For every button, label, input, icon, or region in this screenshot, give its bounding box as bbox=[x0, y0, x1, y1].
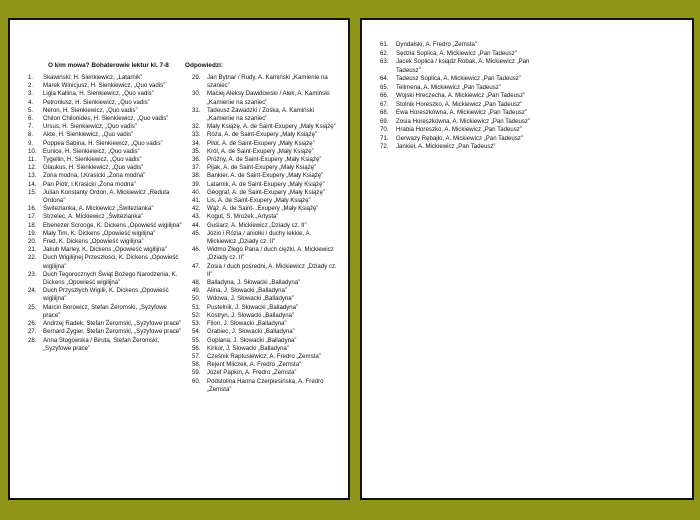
item-text: Strzelec, A. Mickiewicz „Świtezianka” bbox=[43, 213, 143, 221]
item-number: 28. bbox=[28, 336, 37, 344]
item-number: 10. bbox=[28, 147, 37, 155]
item-text: Bernard Zygier, Stefan Żeromski, „Syzyfowe prace” bbox=[43, 328, 182, 336]
document-page-left bbox=[8, 18, 350, 500]
item-text: Mały Tim, K. Dickens „Opowieść wigilijna” bbox=[43, 229, 156, 237]
list-item bbox=[28, 82, 182, 90]
list-item bbox=[192, 140, 342, 148]
list-item bbox=[192, 172, 342, 180]
item-number: 26. bbox=[28, 320, 37, 328]
list-item bbox=[28, 254, 182, 270]
list-item bbox=[28, 230, 182, 238]
list-item bbox=[28, 90, 182, 98]
item-text: Gerwazy Rębajło, A. Mickiewicz „Pan Tadeusz” bbox=[396, 134, 523, 142]
item-text: Julian Konstanty Ordon, A. Mickiewicz „Reduta Ordona” bbox=[43, 188, 170, 205]
item-text: Ursus, H. Sienkiewicz, „Quo vadis” bbox=[43, 123, 137, 131]
answers-label: Odpowiedzi: bbox=[185, 62, 223, 69]
item-text: Stolnik Horeszko, A. Mickiewicz „Pan Tadeusz” bbox=[396, 100, 523, 108]
item-text: Tadeusz Soplica, A. Mickiewicz „Pan Tadeusz” bbox=[396, 75, 521, 82]
item-number: 69. bbox=[380, 117, 389, 125]
item-number: 12. bbox=[28, 164, 37, 172]
list-item bbox=[380, 109, 550, 118]
list-item bbox=[192, 131, 342, 139]
item-number: 25. bbox=[28, 303, 37, 311]
item-number: 34. bbox=[192, 139, 201, 147]
item-number: 70. bbox=[380, 126, 389, 133]
list-item bbox=[28, 189, 182, 205]
item-number: 57. bbox=[192, 352, 201, 360]
item-number: 1. bbox=[28, 74, 34, 81]
document-page-right bbox=[360, 18, 694, 500]
list-item bbox=[192, 74, 342, 90]
list-item bbox=[192, 90, 342, 106]
item-text: Geograf, A. de Saint-Exupery „Mały Książę” bbox=[207, 188, 325, 196]
list-item bbox=[28, 246, 182, 254]
list-item bbox=[380, 92, 550, 101]
item-number: 21. bbox=[28, 246, 37, 254]
item-number: 38. bbox=[192, 172, 201, 180]
item-text: Fred, K. Dickens „Opowieść wigilijna” bbox=[43, 238, 144, 246]
list-item bbox=[380, 143, 550, 152]
item-text: Róża, A. de Saint-Exupery „Mały Książę” bbox=[207, 131, 318, 139]
list-item bbox=[28, 156, 182, 164]
item-number: 16. bbox=[28, 205, 37, 213]
list-item bbox=[380, 135, 550, 144]
item-number: 72. bbox=[380, 143, 389, 150]
item-number: 18. bbox=[28, 221, 37, 229]
list-item bbox=[192, 181, 342, 189]
list-item bbox=[192, 345, 342, 353]
list-item bbox=[192, 337, 342, 345]
list-item bbox=[192, 230, 342, 246]
item-text: Telimena, A. Mickiewicz „Pan Tadeusz” bbox=[396, 83, 501, 91]
list-item bbox=[28, 287, 182, 303]
item-text: Marcin Borowicz, Stefan Żeromski, „Syzyfowe prace” bbox=[43, 303, 167, 319]
item-number: 6. bbox=[28, 115, 34, 123]
item-text: Tadeusz Zawadzki / Zośka, A. Kamiński „Kamienie na szaniec” bbox=[207, 106, 315, 123]
item-text: Maciej Aleksy Dawidowski / Alek, A. Kamiński „Kamienie na szaniec” bbox=[207, 90, 330, 106]
list-item bbox=[28, 74, 182, 82]
item-text: Król, A. de Saint-Exupery „Mały Książę” bbox=[207, 147, 314, 155]
item-number: 32. bbox=[192, 123, 201, 131]
item-number: 47. bbox=[192, 262, 201, 270]
item-text: Petroniusz, H. Sienkiewicz, „Quo vadis” bbox=[43, 98, 150, 106]
item-number: 63. bbox=[380, 58, 389, 65]
list-item bbox=[380, 75, 550, 84]
item-text: Neron, H. Sienkiewicz, „Quo vadis” bbox=[43, 106, 138, 114]
list-item bbox=[192, 156, 342, 164]
item-number: 44. bbox=[192, 221, 201, 229]
item-text: Podstolina Hanna Czerpiesińska, A. Fredro „Zemsta” bbox=[207, 377, 324, 393]
item-text: Grabiec, J. Słowacki „Balladyna” bbox=[207, 328, 295, 336]
document-title: O kim mowa? Bohaterowie lektur kl. 7-8 bbox=[48, 62, 169, 69]
item-text: Pilot, A. de Saint-Exupery „Mały Książę” bbox=[207, 139, 315, 147]
item-number: 37. bbox=[192, 164, 201, 172]
item-number: 66. bbox=[380, 92, 389, 99]
item-number: 51. bbox=[192, 303, 201, 311]
item-text: Wąż, A. de Saint-..Exupery „Mały Książę” bbox=[207, 205, 319, 213]
list-item bbox=[192, 197, 342, 205]
item-text: Glaukus, H. Sienkiewicz, „Quo vadis” bbox=[43, 164, 144, 172]
item-text: Marek Winicjusz, H. Sienkiewicz, „Quo vadis” bbox=[43, 82, 166, 90]
item-number: 55. bbox=[192, 336, 201, 344]
item-text: Kogut, S. Mrożek „Artysta” bbox=[207, 213, 279, 221]
list-item bbox=[192, 287, 342, 295]
list-item bbox=[380, 58, 550, 75]
list-item bbox=[28, 222, 182, 230]
item-number: 8. bbox=[28, 131, 34, 139]
item-number: 13. bbox=[28, 172, 37, 180]
item-text: Cześnik Raptusiewicz, A. Fredro „Zemsta” bbox=[207, 352, 321, 360]
item-text: Ebenezer Scrooge, K. Dickens „Opowieść wigilijna” bbox=[43, 221, 182, 229]
item-text: Wojski Hreczecha, A. Mickiewicz „Pan Tadeusz” bbox=[396, 92, 526, 99]
list-item bbox=[192, 213, 342, 221]
item-number: 60. bbox=[192, 377, 201, 385]
item-text: Andrzej Radek, Stefan Żeromski, „Syzyfowe prace” bbox=[43, 320, 182, 328]
item-text: Eunice, H. Sienkiewicz, „Quo vadis” bbox=[43, 147, 140, 155]
list-item bbox=[28, 123, 182, 131]
item-text: Jan Bytnar / Rudy, A. Kamiński „Kamienie na szaniec” bbox=[207, 74, 328, 90]
item-number: 33. bbox=[192, 131, 201, 139]
list-item bbox=[380, 50, 550, 59]
item-number: 36. bbox=[192, 156, 201, 164]
list-item bbox=[28, 181, 182, 189]
item-number: 68. bbox=[380, 109, 389, 116]
list-item bbox=[192, 189, 342, 197]
document-heading bbox=[48, 62, 223, 69]
list-item bbox=[28, 99, 182, 107]
item-number: 5. bbox=[28, 106, 34, 114]
item-text: Hrabia Horeszko, A. Mickiewicz „Pan Tadeusz” bbox=[396, 126, 522, 133]
item-text: Guślarz, A. Mickiewicz „Dziady cz. II” bbox=[207, 221, 307, 229]
item-number: 30. bbox=[192, 90, 201, 98]
item-number: 35. bbox=[192, 147, 201, 155]
item-number: 27. bbox=[28, 328, 37, 336]
item-number: 56. bbox=[192, 344, 201, 352]
item-number: 58. bbox=[192, 361, 201, 369]
list-item bbox=[28, 328, 182, 336]
list-item bbox=[192, 369, 342, 377]
item-text: Duch Przyszłych Wigilii, K. Dickens „Opowieść wigilijna” bbox=[43, 287, 169, 303]
item-number: 52. bbox=[192, 311, 201, 319]
item-text: Próżny, A. de Saint-Exupery „Mały Książę” bbox=[207, 156, 322, 164]
list-item bbox=[28, 148, 182, 156]
item-text: Świtezianka, A. Mickiewicz „Świtezianka” bbox=[43, 205, 154, 213]
list-item bbox=[192, 123, 342, 131]
item-number: 2. bbox=[28, 82, 34, 90]
item-number: 39. bbox=[192, 180, 201, 188]
item-text: Józef Papkin, A. Fredro „Zemsta” bbox=[207, 369, 297, 377]
list-item bbox=[28, 140, 182, 148]
item-number: 50. bbox=[192, 295, 201, 303]
item-number: 62. bbox=[380, 49, 389, 57]
item-text: Filon, J. Słowacki „Balladyna” bbox=[207, 320, 287, 328]
item-text: Duch Tegorocznych Świąt Bożego Narodzenia, K. Dickens „Opowieść wigilijna” bbox=[43, 270, 178, 287]
list-item bbox=[380, 118, 550, 127]
item-text: Alina, J. Słowacki „Balladyna” bbox=[207, 287, 287, 295]
item-text: Sędzia Soplica, A. Mickiewicz „Pan Tadeusz” bbox=[396, 49, 517, 57]
list-item bbox=[28, 115, 182, 123]
item-number: 3. bbox=[28, 90, 34, 98]
item-number: 17. bbox=[28, 213, 37, 221]
list-item bbox=[380, 126, 550, 135]
item-text: Lis, A. de Saint-Exupery „Mały Książę” bbox=[207, 197, 311, 205]
list-item bbox=[192, 378, 342, 394]
list-item bbox=[192, 205, 342, 213]
item-text: Akte, H. Sienkiewicz, „Quo vadis” bbox=[43, 131, 134, 139]
list-item bbox=[28, 107, 182, 115]
list-item bbox=[28, 172, 182, 180]
item-number: 22. bbox=[28, 254, 37, 262]
list-item bbox=[28, 271, 182, 287]
item-number: 43. bbox=[192, 213, 201, 221]
item-text: Pustelnik, J. Słowacki „Balladyna” bbox=[207, 303, 299, 311]
item-text: Skawiński; H. Sienkiewicz, „Latarnik” bbox=[43, 74, 143, 81]
item-number: 29. bbox=[192, 74, 201, 81]
item-text: Józio i Rózia / aniołki / duchy lekkie, A. Mickiewicz „Dziady cz. II” bbox=[207, 229, 312, 246]
list-item bbox=[380, 41, 550, 50]
list-item bbox=[380, 84, 550, 93]
answer-list-column-1 bbox=[28, 74, 182, 353]
item-number: 54. bbox=[192, 328, 201, 336]
item-number: 14. bbox=[28, 180, 37, 188]
item-number: 40. bbox=[192, 188, 201, 196]
list-item bbox=[192, 361, 342, 369]
item-number: 24. bbox=[28, 287, 37, 295]
list-item bbox=[192, 328, 342, 336]
item-text: Zosia / duch pośredni, A. Mickiewicz „Dziady cz. II” bbox=[207, 262, 337, 278]
item-text: Poppea Sabina, H. Sienkiewicz, „Quo vadis” bbox=[43, 139, 163, 147]
list-item bbox=[192, 263, 342, 279]
item-number: 15. bbox=[28, 188, 37, 196]
item-number: 4. bbox=[28, 98, 34, 106]
list-item bbox=[192, 222, 342, 230]
item-number: 65. bbox=[380, 83, 389, 91]
item-text: Kirkor, J. Słowacki „Balladyna” bbox=[207, 344, 289, 352]
item-text: Zona modna, I.Krasicki „Żona modna” bbox=[43, 172, 146, 180]
item-text: Chilon Chilonides, H. Sienkiewicz, „Quo vadis” bbox=[43, 115, 169, 123]
list-item bbox=[28, 131, 182, 139]
item-number: 71. bbox=[380, 134, 389, 142]
item-text: Kostryn, J. Słowacki „Balladyna” bbox=[207, 311, 295, 319]
item-number: 20. bbox=[28, 238, 37, 246]
item-text: Ewa Horeszkówna, A. Mickiewicz „Pan Tadeusz” bbox=[396, 109, 527, 116]
item-number: 46. bbox=[192, 246, 201, 254]
item-text: Jacek Soplica / ksiądz Robak, A. Mickiewicz „Pan Tadeusz” bbox=[396, 58, 530, 74]
list-item bbox=[380, 101, 550, 110]
list-item bbox=[28, 164, 182, 172]
item-text: Jakub Marley, K. Dickens „Opowieść wigilijna” bbox=[43, 246, 167, 254]
list-item bbox=[192, 353, 342, 361]
item-number: 9. bbox=[28, 139, 34, 147]
item-text: Rejent Milczek, A. Fredro „Zemsta” bbox=[207, 361, 302, 369]
item-number: 19. bbox=[28, 229, 37, 237]
list-item bbox=[192, 320, 342, 328]
item-text: Dyndalski, A. Fredro „Zemsta” bbox=[396, 41, 477, 48]
list-item bbox=[28, 320, 182, 328]
item-number: 7. bbox=[28, 123, 34, 131]
list-item bbox=[28, 337, 182, 353]
item-number: 42. bbox=[192, 205, 201, 213]
list-item bbox=[28, 304, 182, 320]
item-text: Tygellin, H. Sienkiewicz, „Quo vadis” bbox=[43, 156, 142, 164]
answer-list-column-2 bbox=[192, 74, 342, 394]
item-text: Goplana, J. Słowacki „Balladyna” bbox=[207, 336, 297, 344]
item-text: Wdowa, J. Słowacki „Balladyna” bbox=[207, 295, 294, 303]
item-number: 23. bbox=[28, 270, 37, 278]
list-item bbox=[192, 295, 342, 303]
item-number: 67. bbox=[380, 100, 389, 108]
list-item bbox=[192, 246, 342, 262]
list-item bbox=[28, 238, 182, 246]
item-text: Mały Książę, A. de Saint-Exupery „Mały Książę” bbox=[207, 123, 336, 131]
item-text: Balladyna, J. Słowacki „Balladyna” bbox=[207, 279, 301, 287]
item-text: Widmo Złego Pana / duch ciężki, A. Mickiewicz „Dziady cz. II” bbox=[207, 246, 334, 262]
item-number: 49. bbox=[192, 287, 201, 295]
list-item bbox=[192, 304, 342, 312]
item-text: Jankiel, A. Mickiewicz „Pan Tadeusz” bbox=[396, 143, 496, 150]
item-text: Pan Piotr, I.Krasicki „Żona modna” bbox=[43, 180, 136, 188]
item-number: 64. bbox=[380, 75, 389, 82]
list-item bbox=[192, 312, 342, 320]
item-text: Pijak, A. de Saint-Exupery „Mały Książę” bbox=[207, 164, 317, 172]
item-number: 31. bbox=[192, 106, 201, 114]
item-number: 11. bbox=[28, 156, 37, 164]
item-text: Bankier, A. de Saint-Exupery „Mały Książę” bbox=[207, 172, 324, 180]
item-text: Ligia Kallina, H. Sienkiewicz, „Quo vadis” bbox=[43, 90, 154, 98]
item-number: 53. bbox=[192, 320, 201, 328]
item-text: Zosia Horeszkówna, A. Mickiewicz „Pan Tadeusz” bbox=[396, 117, 530, 125]
list-item bbox=[192, 107, 342, 123]
list-item bbox=[192, 279, 342, 287]
item-number: 61. bbox=[380, 41, 389, 48]
item-number: 48. bbox=[192, 279, 201, 287]
item-text: Latarnik, A. de Saint-Exupery „Mały Książę” bbox=[207, 180, 325, 188]
item-number: 59. bbox=[192, 369, 201, 377]
list-item bbox=[28, 213, 182, 221]
item-text: Anna Stogowska / Biruta, Stefan Żeromski, „Syzyfowe prace” bbox=[43, 336, 160, 352]
item-number: 45. bbox=[192, 229, 201, 237]
list-item bbox=[192, 148, 342, 156]
item-number: 41. bbox=[192, 197, 201, 205]
item-text: Duch Wigilijnej Przeszłości, K. Dickens „Opowieść wigilijna” bbox=[43, 254, 179, 270]
list-item bbox=[192, 164, 342, 172]
answer-list-column-3 bbox=[380, 41, 550, 152]
